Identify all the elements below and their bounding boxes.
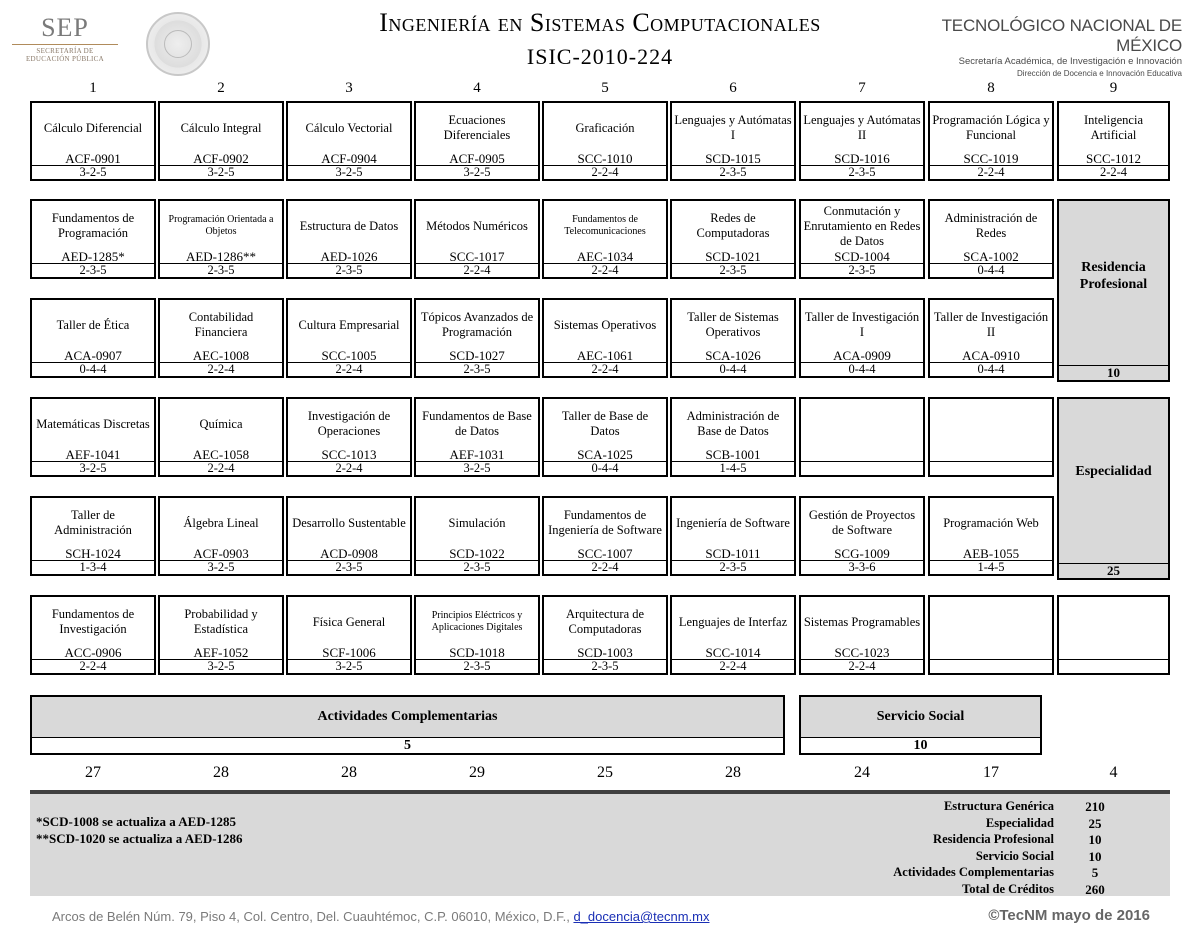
course-code: SCD-1004	[834, 249, 890, 264]
course-credits: 2-3-5	[416, 362, 538, 376]
course-code: SCD-1027	[449, 348, 505, 363]
course-credits: 3-2-5	[288, 165, 410, 179]
course-card	[414, 101, 540, 181]
summary-label: Total de Créditos	[962, 881, 1054, 896]
course-credits: 1-4-5	[930, 560, 1052, 574]
course-card	[286, 101, 412, 181]
course-card	[30, 397, 156, 477]
course-code: ACD-0908	[320, 546, 378, 561]
summary-label: Residencia Profesional	[933, 832, 1054, 846]
course-name: Fundamentos de Base de Datos	[422, 409, 532, 438]
course-code: AEB-1055	[962, 546, 1020, 561]
course-credits	[1059, 659, 1168, 673]
course-credits: 2-3-5	[288, 560, 410, 574]
course-name: Sistemas Programables	[803, 614, 921, 629]
course-card	[30, 101, 156, 181]
semester-number: 7	[858, 80, 866, 96]
course-name: Matemáticas Discretas	[36, 416, 150, 431]
semester-number: 2	[217, 80, 225, 96]
course-credits: 2-2-4	[544, 362, 666, 376]
course-card	[414, 199, 540, 279]
semester-credit-total: 28	[725, 764, 741, 781]
page-title: Ingeniería en Sistemas Computacionales	[379, 8, 821, 37]
course-credits: 2-2-4	[160, 362, 282, 376]
course-code: SCD-1022	[449, 546, 505, 561]
actividades-complementarias-bar: Actividades Complementarias 5	[30, 695, 785, 755]
course-name: Inteligencia Artificial	[1084, 113, 1143, 142]
course-name: Arquitectura de Computadoras	[565, 607, 645, 636]
course-credits: 2-2-4	[544, 263, 666, 277]
course-code: SCA-1025	[577, 447, 633, 462]
course-credits: 3-2-5	[32, 165, 154, 179]
course-name: Física General	[312, 614, 386, 629]
course-name: Ecuaciones Diferenciales	[443, 113, 511, 142]
course-card	[799, 397, 925, 477]
course-code: AED-1285*	[61, 249, 125, 264]
course-code: SCG-1009	[834, 546, 890, 561]
semester-credit-total: 17	[983, 764, 999, 781]
semester-credit-total: 28	[341, 764, 357, 781]
course-name: Álgebra Lineal	[183, 515, 259, 530]
summary-row	[730, 832, 1130, 848]
course-name: Tópicos Avanzados de Programación	[420, 310, 534, 339]
course-name: Fundamentos de Investigación	[51, 607, 135, 636]
course-credits: 2-3-5	[801, 165, 923, 179]
course-name: Taller de Administración	[54, 508, 132, 537]
summary-label: Estructura Genérica	[943, 799, 1054, 813]
course-code: SCC-1019	[963, 151, 1019, 166]
course-code: AED-1026	[320, 249, 378, 264]
course-card	[286, 496, 412, 576]
course-card	[799, 199, 925, 279]
course-card	[928, 397, 1054, 477]
course-name: Administración de Redes	[944, 211, 1038, 240]
copyright: ©TecNM mayo de 2016	[988, 907, 1150, 924]
course-card	[30, 298, 156, 378]
course-card	[286, 199, 412, 279]
summary-value: 10	[1088, 832, 1102, 847]
course-name: Cálculo Vectorial	[305, 120, 393, 135]
course-name: Probabilidad y Estadística	[184, 607, 258, 636]
course-card	[286, 397, 412, 477]
course-name: Principios Eléctricos y Aplicaciones Digitales	[431, 610, 523, 633]
course-name: Taller de Investigación I	[804, 310, 920, 339]
course-code: SCA-1002	[963, 249, 1019, 264]
course-code: SCC-1023	[834, 645, 890, 660]
semester-credit-total: 25	[597, 764, 613, 781]
course-card	[30, 496, 156, 576]
course-credits: 0-4-4	[672, 362, 794, 376]
course-card	[670, 199, 796, 279]
course-name: Taller de Base de Datos	[561, 409, 649, 438]
course-code: SCH-1024	[65, 546, 121, 561]
summary-value: 10	[1088, 848, 1102, 864]
course-code: AEC-1008	[192, 348, 250, 363]
course-code: SCF-1006	[322, 645, 376, 660]
semester-credit-total: 27	[85, 764, 101, 781]
course-name: Programación Orientada a Objetos	[168, 214, 274, 237]
servicio-social-bar: Servicio Social 10	[799, 695, 1042, 755]
course-code: SCD-1018	[449, 645, 505, 660]
course-name: Lenguajes y Autómatas II	[803, 113, 921, 142]
course-name: Graficación	[575, 120, 635, 135]
course-code: SCC-1014	[705, 645, 761, 660]
course-card	[158, 397, 284, 477]
course-card	[542, 397, 668, 477]
course-credits: 2-2-4	[288, 461, 410, 475]
course-card	[414, 298, 540, 378]
credits-summary	[30, 790, 1170, 896]
course-name: Desarrollo Sustentable	[292, 515, 406, 530]
course-card	[158, 595, 284, 675]
course-card	[542, 199, 668, 279]
footnote-2: **SCD-1020 se actualiza a AED-1286	[36, 831, 243, 846]
course-code: ACC-0906	[64, 645, 122, 660]
course-card	[414, 397, 540, 477]
course-name: Contabilidad Financiera	[188, 310, 254, 339]
course-credits: 3-2-5	[416, 165, 538, 179]
course-name: Simulación	[448, 515, 506, 530]
course-code: SCC-1012	[1086, 151, 1141, 166]
summary-row	[730, 816, 1130, 832]
plan-key: ISIC-2010-224	[526, 44, 674, 69]
summary-row	[730, 882, 1130, 898]
course-credits: 2-3-5	[416, 659, 538, 673]
course-name: Lenguajes de Interfaz	[678, 614, 788, 629]
course-card	[414, 595, 540, 675]
semester-number: 8	[987, 80, 995, 96]
semester-credit-total: 4	[1109, 764, 1118, 781]
course-credits: 2-2-4	[801, 659, 923, 673]
course-name: Fundamentos de Ingeniería de Software	[548, 508, 662, 537]
course-name: Cálculo Integral	[180, 120, 262, 135]
course-credits: 0-4-4	[930, 263, 1052, 277]
course-name: Fundamentos de Telecomunicaciones	[564, 214, 646, 237]
course-credits: 2-3-5	[544, 659, 666, 673]
course-card	[670, 101, 796, 181]
course-code: ACF-0904	[321, 151, 377, 166]
summary-row	[730, 865, 1130, 881]
course-credits: 0-4-4	[930, 362, 1052, 376]
course-code: AEC-1061	[576, 348, 634, 363]
course-credits: 2-2-4	[416, 263, 538, 277]
course-card	[928, 101, 1054, 181]
semester-number: 6	[729, 80, 737, 96]
course-credits: 3-3-6	[801, 560, 923, 574]
course-code: SCB-1001	[705, 447, 761, 462]
course-name: Programación Web	[943, 515, 1039, 530]
course-card	[414, 496, 540, 576]
course-credits: 3-2-5	[160, 659, 282, 673]
course-name: Ingeniería de Software	[676, 515, 790, 530]
course-credits: 2-2-4	[672, 659, 794, 673]
course-name: Investigación de Operaciones	[307, 409, 391, 438]
especialidad-block: Especialidad 25	[1057, 397, 1170, 580]
course-card	[670, 595, 796, 675]
summary-value: 260	[1085, 881, 1105, 897]
course-code: ACF-0903	[193, 546, 249, 561]
course-credits: 2-3-5	[672, 560, 794, 574]
course-code: AEF-1041	[65, 447, 121, 462]
course-code: SCC-1007	[577, 546, 633, 561]
course-card	[158, 496, 284, 576]
course-card	[1057, 595, 1170, 675]
semester-number: 9	[1109, 80, 1118, 96]
course-credits: 2-3-5	[672, 165, 794, 179]
course-name: Métodos Numéricos	[426, 218, 528, 233]
course-code: ACA-0910	[962, 348, 1020, 363]
footer-address: Arcos de Belén Núm. 79, Piso 4, Col. Centro, Del. Cuauhtémoc, C.P. 06010, México, D.F., d_docencia@tecnm.mx	[52, 909, 710, 924]
course-card	[928, 496, 1054, 576]
course-name: Cultura Empresarial	[298, 317, 400, 332]
course-credits: 3-2-5	[160, 165, 282, 179]
course-name: Administración de Base de Datos	[686, 409, 780, 438]
course-card	[670, 298, 796, 378]
course-name: Química	[199, 416, 243, 431]
course-card	[542, 101, 668, 181]
semester-number: 3	[345, 80, 353, 96]
tecnm-logo: TECNOLÓGICO NACIONAL DE MÉXICO Secretaría Académica, de Investigación e Innovación Dirección de Docencia e Innovación Educativa	[941, 16, 1182, 78]
course-code: SCD-1021	[705, 249, 761, 264]
course-credits: 2-2-4	[544, 165, 666, 179]
course-credits	[801, 461, 923, 475]
course-credits: 2-3-5	[672, 263, 794, 277]
course-credits: 3-2-5	[32, 461, 154, 475]
course-credits: 2-2-4	[160, 461, 282, 475]
summary-label: Especialidad	[985, 815, 1054, 830]
semester-number: 5	[601, 80, 609, 96]
course-credits: 2-2-4	[930, 165, 1052, 179]
course-credits: 0-4-4	[544, 461, 666, 475]
course-code: AEC-1034	[576, 249, 634, 264]
course-name: Sistemas Operativos	[553, 317, 657, 332]
course-code: SCA-1026	[705, 348, 761, 363]
course-code: SCC-1005	[321, 348, 377, 363]
course-card	[158, 298, 284, 378]
course-code: AEF-1031	[449, 447, 505, 462]
course-credits	[930, 659, 1052, 673]
course-code: ACF-0905	[449, 151, 505, 166]
course-card	[286, 298, 412, 378]
course-credits: 2-3-5	[801, 263, 923, 277]
summary-row	[730, 849, 1130, 865]
course-credits: 0-4-4	[801, 362, 923, 376]
summary-row	[730, 799, 1130, 815]
course-card	[1057, 101, 1170, 181]
semester-credit-total: 28	[213, 764, 229, 781]
course-name: Fundamentos de Programación	[51, 211, 135, 240]
course-code: AEC-1058	[192, 447, 250, 462]
course-code: ACF-0902	[193, 151, 249, 166]
course-name: Taller de Sistemas Operativos	[687, 310, 779, 339]
course-name: Programación Lógica y Funcional	[932, 113, 1050, 142]
course-card	[928, 199, 1054, 279]
course-card	[928, 298, 1054, 378]
course-credits: 2-3-5	[416, 560, 538, 574]
summary-value: 5	[1091, 865, 1099, 880]
course-credits: 2-2-4	[1059, 165, 1168, 179]
course-credits: 3-2-5	[416, 461, 538, 475]
summary-value: 25	[1088, 815, 1102, 831]
course-card	[542, 595, 668, 675]
course-card	[928, 595, 1054, 675]
course-card	[542, 298, 668, 378]
course-credits: 3-2-5	[288, 659, 410, 673]
course-code: AED-1286**	[185, 249, 257, 264]
course-name: Taller de Investigación II	[933, 310, 1049, 339]
course-card	[158, 101, 284, 181]
course-credits: 2-3-5	[288, 263, 410, 277]
course-name: Gestión de Proyectos de Software	[808, 508, 916, 537]
course-code: SCC-1013	[321, 447, 377, 462]
course-credits: 2-2-4	[544, 560, 666, 574]
course-card	[670, 397, 796, 477]
course-card	[799, 101, 925, 181]
course-card	[286, 595, 412, 675]
course-card	[799, 298, 925, 378]
course-code: SCD-1015	[705, 151, 761, 166]
email-link[interactable]: d_docencia@tecnm.mx	[573, 909, 710, 924]
semester-number: 1	[89, 80, 97, 96]
course-code: SCD-1003	[577, 645, 633, 660]
course-card	[670, 496, 796, 576]
course-credits: 1-4-5	[672, 461, 794, 475]
summary-label: Servicio Social	[975, 848, 1054, 863]
national-seal-icon	[146, 12, 210, 76]
course-card	[30, 199, 156, 279]
course-name: Estructura de Datos	[299, 218, 399, 233]
course-name: Cálculo Diferencial	[43, 120, 143, 135]
course-code: SCC-1017	[449, 249, 505, 264]
course-name: Redes de Computadoras	[696, 211, 770, 240]
course-credits: 2-3-5	[32, 263, 154, 277]
course-name: Conmutación y Enrutamiento en Redes de Datos	[803, 203, 921, 248]
course-credits: 2-2-4	[32, 659, 154, 673]
course-credits: 0-4-4	[32, 362, 154, 376]
semester-number: 4	[473, 80, 481, 96]
course-credits: 2-3-5	[160, 263, 282, 277]
course-card	[799, 595, 925, 675]
semester-credit-total: 29	[469, 764, 485, 781]
course-credits	[930, 461, 1052, 475]
course-code: ACA-0907	[64, 348, 122, 363]
course-name: Taller de Ética	[56, 317, 130, 332]
course-code: ACF-0901	[65, 151, 121, 166]
course-code: SCD-1016	[834, 151, 890, 166]
semester-credit-total: 24	[854, 764, 870, 781]
course-credits: 3-2-5	[160, 560, 282, 574]
course-code: SCD-1011	[705, 546, 761, 561]
footnote-1: *SCD-1008 se actualiza a AED-1285	[36, 814, 237, 829]
course-code: SCC-1010	[577, 151, 633, 166]
summary-value: 210	[1085, 799, 1105, 814]
summary-label: Actividades Complementarias	[893, 865, 1054, 879]
course-card	[158, 199, 284, 279]
course-name: Lenguajes y Autómatas I	[674, 113, 792, 142]
course-code: ACA-0909	[833, 348, 891, 363]
sep-logo: SEP SECRETARÍA DE EDUCACIÓN PÚBLICA	[6, 14, 124, 70]
course-card	[799, 496, 925, 576]
residencia-profesional-block: Residencia Profesional 10	[1057, 199, 1170, 382]
course-card	[30, 595, 156, 675]
course-card	[542, 496, 668, 576]
course-credits: 1-3-4	[32, 560, 154, 574]
course-credits: 2-2-4	[288, 362, 410, 376]
course-code: AEF-1052	[193, 645, 249, 660]
